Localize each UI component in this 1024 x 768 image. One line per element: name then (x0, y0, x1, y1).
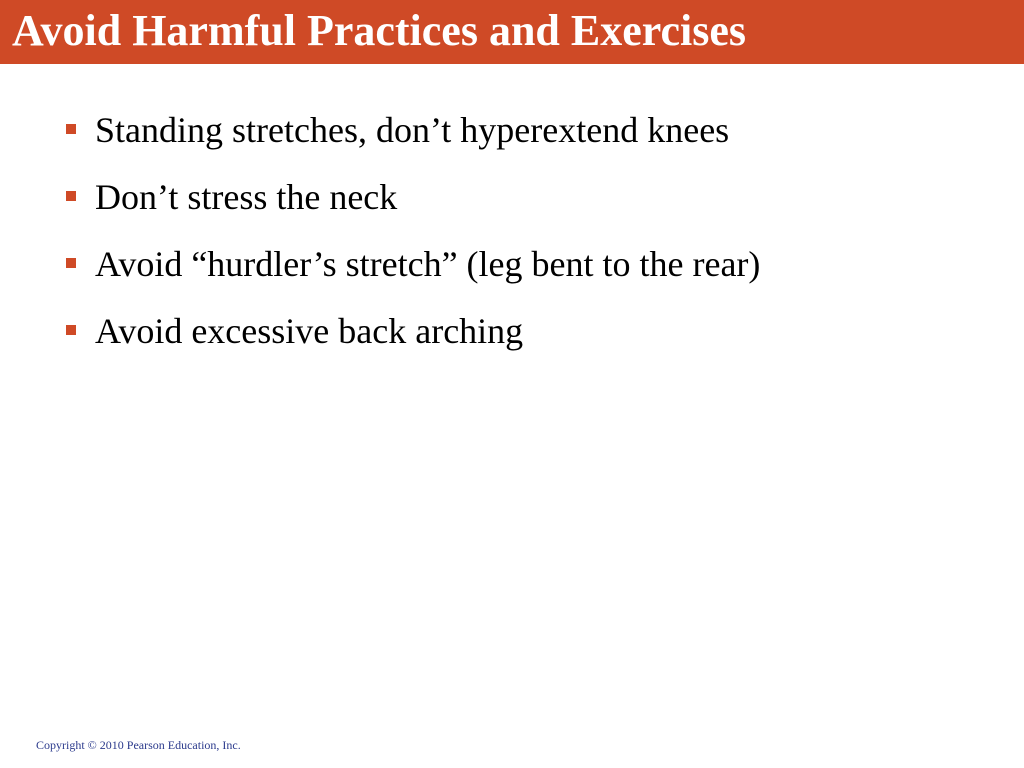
bullet-text: Don’t stress the neck (95, 177, 398, 217)
square-bullet-icon (66, 258, 76, 268)
bullet-text: Standing stretches, don’t hyperextend knees (95, 110, 730, 150)
square-bullet-icon (66, 325, 76, 335)
bullet-item (66, 171, 760, 238)
bullet-text: Avoid excessive back arching (95, 311, 524, 351)
bullet-item (66, 104, 760, 171)
bullet-item (66, 305, 760, 372)
title-bar (0, 0, 1024, 64)
copyright-footer: Copyright © 2010 Pearson Education, Inc. (36, 738, 241, 752)
square-bullet-icon (66, 124, 76, 134)
bullet-item (66, 238, 760, 305)
bullet-text: Avoid “hurdler’s stretch” (leg bent to the rear) (95, 244, 761, 284)
bullet-list (66, 104, 760, 372)
slide-title: Avoid Harmful Practices and Exercises (12, 6, 747, 55)
square-bullet-icon (66, 191, 76, 201)
